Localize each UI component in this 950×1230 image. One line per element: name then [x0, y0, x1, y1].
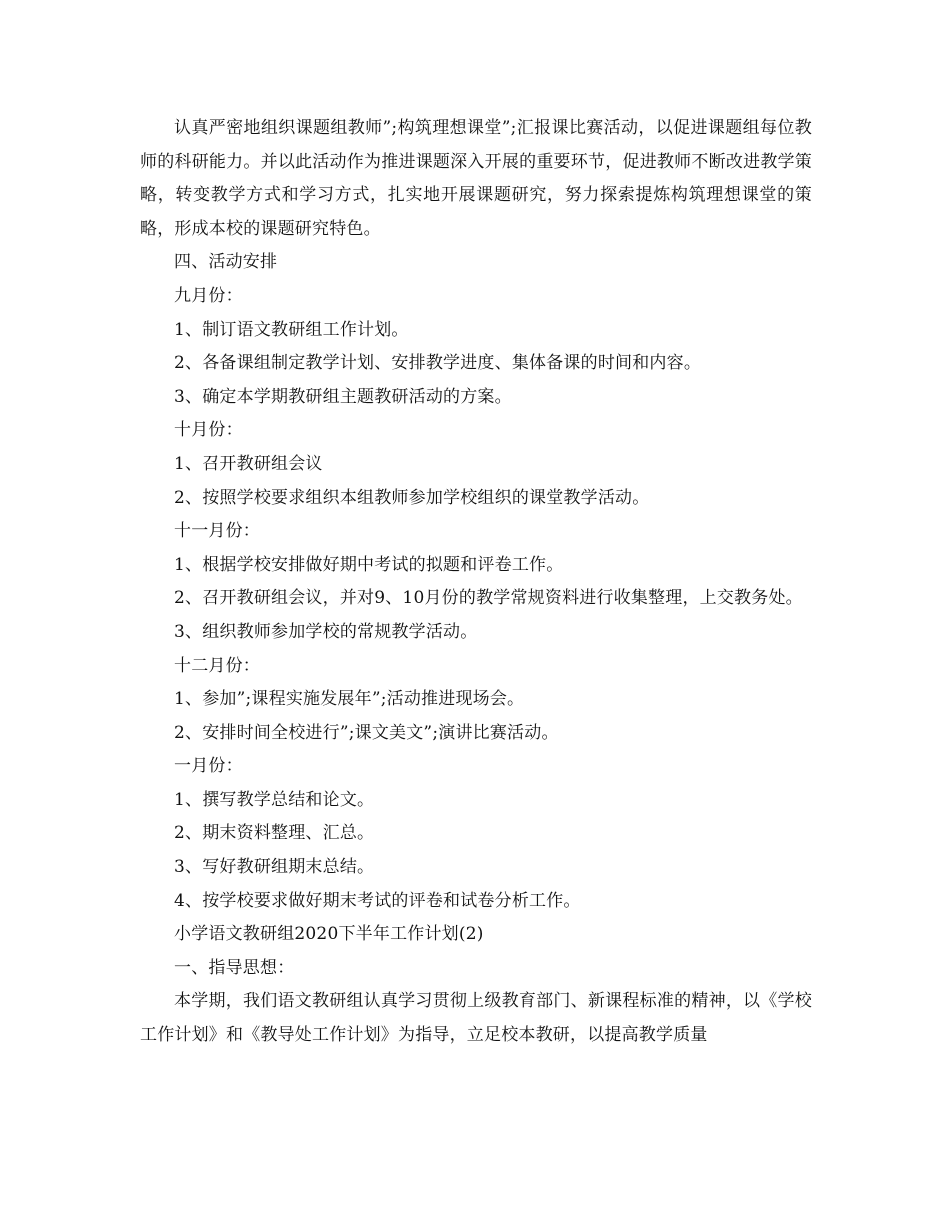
list-item: 2、各备课组制定教学计划、安排教学进度、集体备课的时间和内容。	[174, 353, 702, 374]
month-heading-december: 十二月份：	[174, 655, 260, 676]
list-item: 1、撰写教学总结和论文。	[174, 789, 375, 810]
list-item: 2、期末资料整理、汇总。	[174, 823, 375, 844]
list-item: 4、按学校要求做好期末考试的评卷和试卷分析工作。	[174, 890, 581, 911]
list-item: 1、召开教研组会议	[174, 453, 323, 474]
list-item: 2、召开教研组会议，并对9、10月份的教学常规资料进行收集整理，上交教务处。	[174, 588, 803, 609]
document-body	[140, 112, 812, 1053]
section-heading-guiding-thought: 一、指导思想：	[174, 957, 295, 978]
list-item: 3、组织教师参加学校的常规教学活动。	[174, 621, 478, 642]
list-item: 1、制订语文教研组工作计划。	[174, 319, 409, 340]
paragraph-guiding-thought: 本学期，我们语文教研组认真学习贯彻上级教育部门、新课程标准的精神，以《学校工作计划》和《教导处工作计划》为指导，立足校本教研，以提高教学质量	[140, 991, 812, 1046]
list-item: 3、确定本学期教研组主题教研活动的方案。	[174, 386, 512, 407]
list-item: 1、根据学校安排做好期中考试的拟题和评卷工作。	[174, 554, 564, 575]
list-item: 3、写好教研组期末总结。	[174, 857, 375, 878]
month-heading-october: 十月份：	[174, 420, 243, 441]
section-heading-activity-schedule: 四、活动安排	[174, 252, 278, 273]
month-heading-november: 十一月份：	[174, 521, 260, 542]
document-subtitle: 小学语文教研组2020下半年工作计划(2)	[174, 924, 484, 945]
month-heading-september: 九月份：	[174, 285, 243, 306]
paragraph-intro: 认真严密地组织课题组教师”;构筑理想课堂”;汇报课比赛活动，以促进课题组每位教师的科研能力。并以此活动作为推进课题深入开展的重要环节，促进教师不断改进教学策略，转变教学方式和学习方式，扎实地开展课题研究，努力探索提炼构筑理想课堂的策略，形成本校的课题研究特色。	[140, 118, 812, 239]
list-item: 1、参加”;课程实施发展年”;活动推进现场会。	[174, 689, 525, 710]
list-item: 2、安排时间全校进行”;课文美文”;演讲比赛活动。	[174, 722, 559, 743]
list-item: 2、按照学校要求组织本组教师参加学校组织的课堂教学活动。	[174, 487, 650, 508]
month-heading-january: 一月份：	[174, 756, 243, 777]
